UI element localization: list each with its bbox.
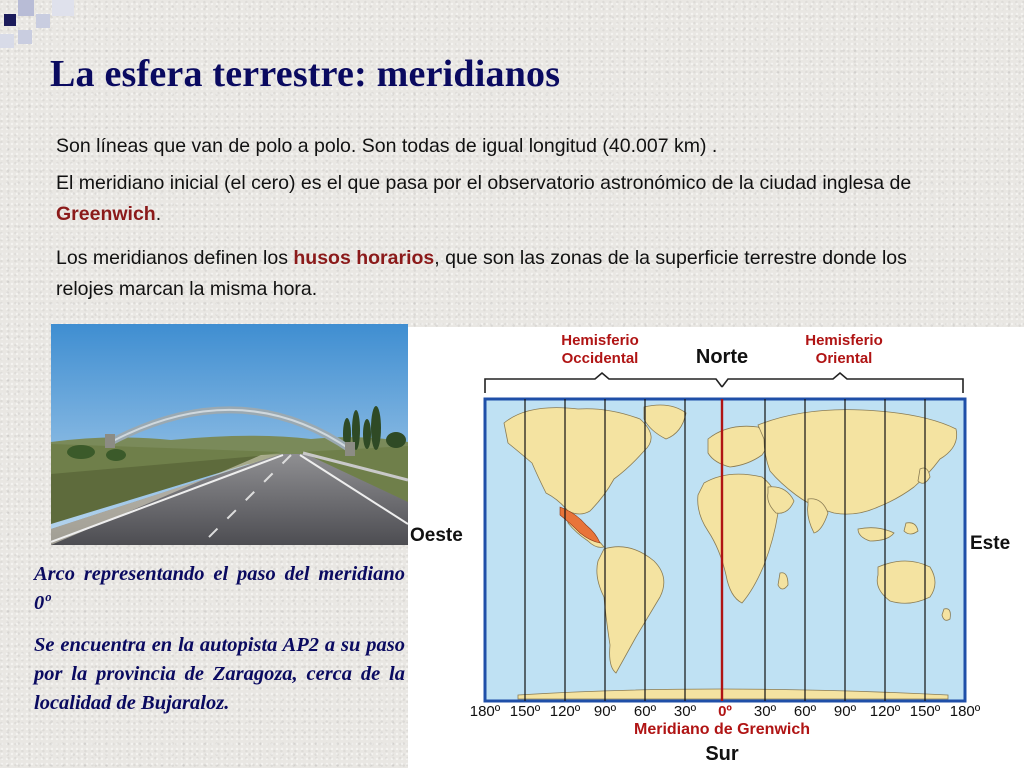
longitude-tick-label: 90º [593,703,617,720]
longitude-tick-label: 120º [869,703,901,720]
west-label: Oeste [410,525,463,546]
paragraph-1-text: Son líneas que van de polo a polo. Son todas de igual longitud (40.007 km) . [56,135,718,157]
slide-title: La esfera terrestre: meridianos [50,53,561,95]
paragraph-1 [56,131,961,162]
hemisphere-west-label-2: Occidental [561,350,639,367]
south-label: Sur [705,743,739,765]
paragraph-3-end: , que son las zonas de la superficie terrestre donde los relojes marcan la misma hora. [56,247,907,300]
meridian-greenwich-label: Meridiano de Grenwich [633,721,811,738]
longitude-tick-label: 180º [949,703,981,720]
longitude-tick-label: 150º [909,703,941,720]
longitude-tick-label: 0º [718,703,732,720]
longitude-tick-label: 60º [633,703,657,720]
longitude-tick-label: 60º [793,703,817,720]
longitude-tick-label: 30º [753,703,777,720]
greenwich-highlight: Greenwich [56,203,156,225]
hemisphere-east-label-2: Oriental [815,350,873,367]
longitude-tick-label: 30º [673,703,697,720]
longitude-tick-label: 180º [469,703,501,720]
paragraph-2-end: . [155,203,162,225]
longitude-tick-label: 150º [509,703,541,720]
arch-photo [51,324,408,545]
caption-arch: Arco representando el paso del meridiano 0º [34,563,405,614]
world-map-panel [408,327,1024,768]
paragraph-2 [56,168,961,230]
world-map [408,327,1024,768]
longitude-tick-label: 120º [549,703,581,720]
caption-location: Se encuentra en la autopista AP2 a su paso por la provincia de Zaragoza, cerca de la localidad de Bujaraloz. [34,634,405,714]
paragraph-3 [56,243,961,305]
paragraph-2-text: El meridiano inicial (el cero) es el que pasa por el observatorio astronómico de la ciudad inglesa de [56,172,912,194]
hemisphere-west-label-1: Hemisferio [561,332,639,349]
husos-highlight: husos horarios [293,247,435,269]
hemisphere-east-label-1: Hemisferio [805,332,883,349]
paragraph-3-text: Los meridianos definen los [56,247,294,269]
longitude-tick-label: 90º [833,703,857,720]
east-label: Este [970,533,1011,554]
longitude-ticks [470,703,981,720]
north-label: Norte [695,346,749,368]
brace-east [722,373,963,393]
brace-west [485,373,722,393]
